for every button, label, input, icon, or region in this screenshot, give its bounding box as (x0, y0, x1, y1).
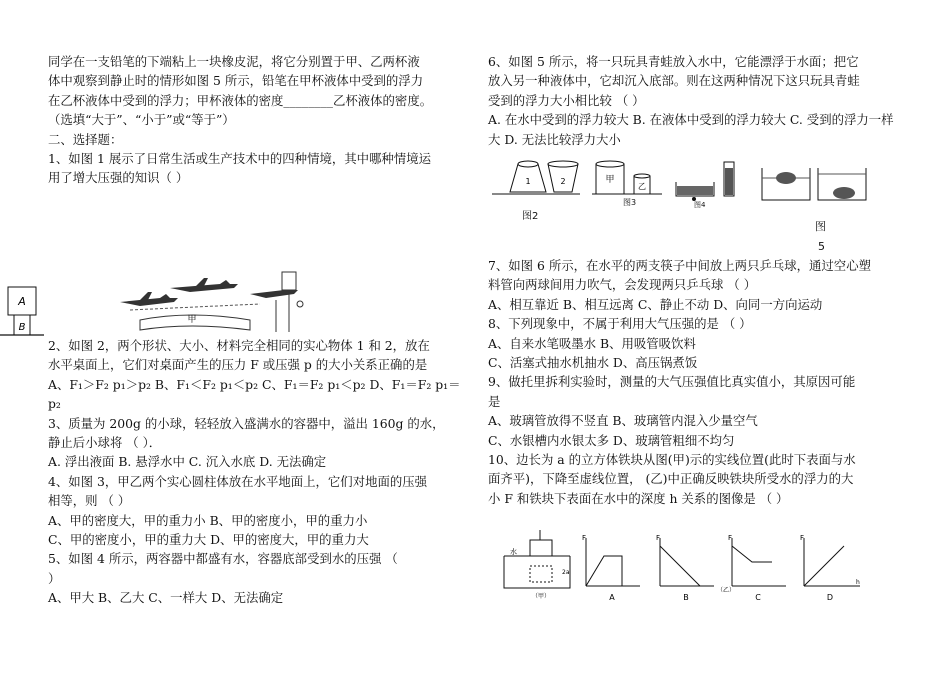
figure-2 (492, 158, 582, 198)
options-line: C、甲的密度小，甲的重力大 D、甲的密度大，甲的重力大 (48, 532, 369, 548)
text-line: 水平桌面上，它们对桌面产生的压力 F 或压强 p 的大小关系正确的是 (48, 357, 428, 373)
figure-3-caption: 图3 (623, 198, 637, 207)
question-1-cont: 用了增大压强的知识（ ） (48, 170, 189, 186)
dashed-line (130, 304, 260, 310)
svg-text:2a: 2a (562, 569, 570, 576)
figure-5-caption-b: 5 (818, 240, 825, 253)
question-3: 3、质量为 200g 的小球，轻轻放入盛满水的容器中，溢出 160g 的水， (48, 415, 445, 431)
question-9: 9、做托里拆利实验时，测量的大气压强值比真实值小，其原因可能 (488, 374, 856, 390)
options-line: p₂ (48, 396, 61, 412)
jia-caption: （甲） (532, 593, 551, 600)
question-2: 2、如图 2，两个形状、大小、材料完全相同的实心物体 1 和 2，放在 (48, 338, 430, 353)
water-fill (677, 186, 713, 195)
question-10: 10、边长为 a 的立方体铁块从图(甲)示的实线位置(此时下表面与水 (488, 452, 856, 468)
graph-a-label: A (609, 593, 615, 602)
airplane-icon (170, 278, 238, 292)
stacked-blocks-figure (0, 285, 44, 345)
axis-f-label: F (800, 534, 805, 542)
graph-b (656, 534, 714, 602)
options-line: A、相互靠近 B、相互远离 C、静止不动 D、向同一方向运动 (488, 296, 823, 312)
iv-valve-icon (297, 301, 303, 307)
left-column (48, 52, 468, 188)
graph-a (582, 534, 640, 602)
right-column-lower (488, 256, 908, 508)
options-line: A、甲的密度大，甲的重力小 B、甲的密度小，甲的重力小 (48, 512, 368, 528)
options-line: A、自来水笔吸墨水 B、用吸管吸饮料 (488, 335, 696, 351)
right-column (488, 52, 908, 149)
graph-c-label: C (755, 593, 761, 602)
options-line: C、活塞式抽水机抽水 D、高压锅煮饭 (488, 355, 698, 371)
iv-bottle-icon (282, 272, 296, 290)
question-7: 7、如图 6 所示，在水平的两支筷子中间放上两只乒乓球，通过空心塑 (488, 258, 871, 273)
question-5: 5、如图 4 所示，两容器中都盛有水，容器底部受到水的压强 （ (48, 551, 398, 567)
block-b-label: B (18, 322, 26, 333)
frog-icon (776, 172, 796, 184)
options-line: A. 浮出液面 B. 悬浮水中 C. 沉入水底 D. 无法确定 (48, 454, 327, 470)
text-line: 在乙杯液体中受到的浮力；甲杯液体的密度________乙杯液体的密度。 (48, 92, 433, 108)
options-line: C、水银槽内水银太多 D、玻璃管粗细不均匀 (488, 432, 735, 448)
question-8: 8、下列现象中，不属于利用大气压强的是 （ ） (488, 316, 752, 332)
jia-label: 甲 (187, 315, 197, 325)
svg-text:2: 2 (560, 177, 566, 186)
text-line: 料管向两球间用力吹气，会发现两只乒乓球 （ ） (488, 277, 757, 293)
options-line: 大 D. 无法比较浮力大小 (488, 131, 621, 147)
frog-icon (833, 187, 855, 199)
graph-b-label: B (683, 593, 689, 602)
water-label: 水 (510, 548, 517, 556)
question-6: 6、如图 5 所示，将一只玩具青蛙放入水中，它能漂浮于水面；把它 (488, 54, 859, 69)
axis-f-label: F (582, 534, 587, 542)
text-line: 受到的浮力大小相比较 （ ） (488, 92, 645, 108)
graph-d-label: D (826, 593, 834, 602)
options-line: A、F₁＞F₂ p₁＞p₂ B、F₁＜F₂ p₁＜p₂ C、F₁＝F₂ p₁＜p₂ D、F₁＝F₂ p₁＝ (48, 376, 461, 392)
axis-h-label: h (856, 579, 860, 586)
figure-3 (592, 160, 664, 196)
text-line: 放入另一种液体中，它却沉入底部。则在这两种情况下这只玩具青蛙 (488, 73, 860, 89)
figure-1-scene (100, 270, 320, 336)
left-column-lower (48, 336, 468, 608)
block-a-label: A (18, 295, 26, 308)
figure-5-caption-a: 图 (815, 220, 826, 233)
options-line: A、甲大 B、乙大 C、一样大 D、无法确定 (48, 590, 284, 606)
text-line: 是 (488, 393, 501, 409)
graph-d (800, 534, 860, 602)
figure-4-caption: 图4 (694, 201, 706, 209)
text-line: （选填“大于”、“小于”或“等于”） (48, 112, 235, 128)
options-line: A、玻璃管放得不竖直 B、玻璃管内混入少量空气 (488, 413, 758, 429)
figure-10 (500, 526, 870, 602)
graph-c (728, 534, 786, 602)
text-line: 相等，则 （ ） (48, 493, 131, 509)
options-line: A. 在水中受到的浮力较大 B. 在液体中受到的浮力较大 C. 受到的浮力一样 (488, 112, 894, 128)
axis-f-label: F (728, 534, 733, 542)
question-1: 1、如图 1 展示了日常生活或生产技术中的四种情境，其中哪种情境运 (48, 151, 431, 167)
cube-dashed (530, 566, 552, 582)
figure-2-caption: 图2 (522, 211, 539, 222)
cube-solid (530, 540, 552, 556)
yi-caption: （乙） (716, 587, 736, 594)
cylinder-yi-label: 乙 (638, 182, 646, 191)
text-line: 同学在一支铅笔的下端粘上一块橡皮泥，将它分别置于甲、乙两杯液 (48, 54, 420, 69)
text-line: 体中观察到静止时的情形如图 5 所示，铅笔在甲杯液体中受到的浮力 (48, 73, 424, 89)
cube-diagram (504, 530, 570, 600)
question-4: 4、如图 3，甲乙两个实心圆柱体放在水平地面上，它们对地面的压强 (48, 473, 428, 489)
figure-4 (672, 160, 742, 202)
svg-text:1: 1 (525, 177, 531, 186)
axis-f-label: F (656, 534, 661, 542)
airplane-icon (120, 292, 178, 306)
section-heading: 二、选择题： (48, 131, 123, 147)
text-line: 小 F 和铁块下表面在水中的深度 h 关系的图像是 （ ） (488, 490, 789, 506)
text-line: ） (48, 570, 61, 586)
text-line: 面齐平)，下降至虚线位置， (乙)中正确反映铁块所受水的浮力的大 (488, 471, 854, 487)
figure-5 (760, 164, 870, 204)
text-line: 静止后小球将 （ ）． (48, 435, 162, 451)
cylinder-jia-label: 甲 (605, 175, 615, 185)
